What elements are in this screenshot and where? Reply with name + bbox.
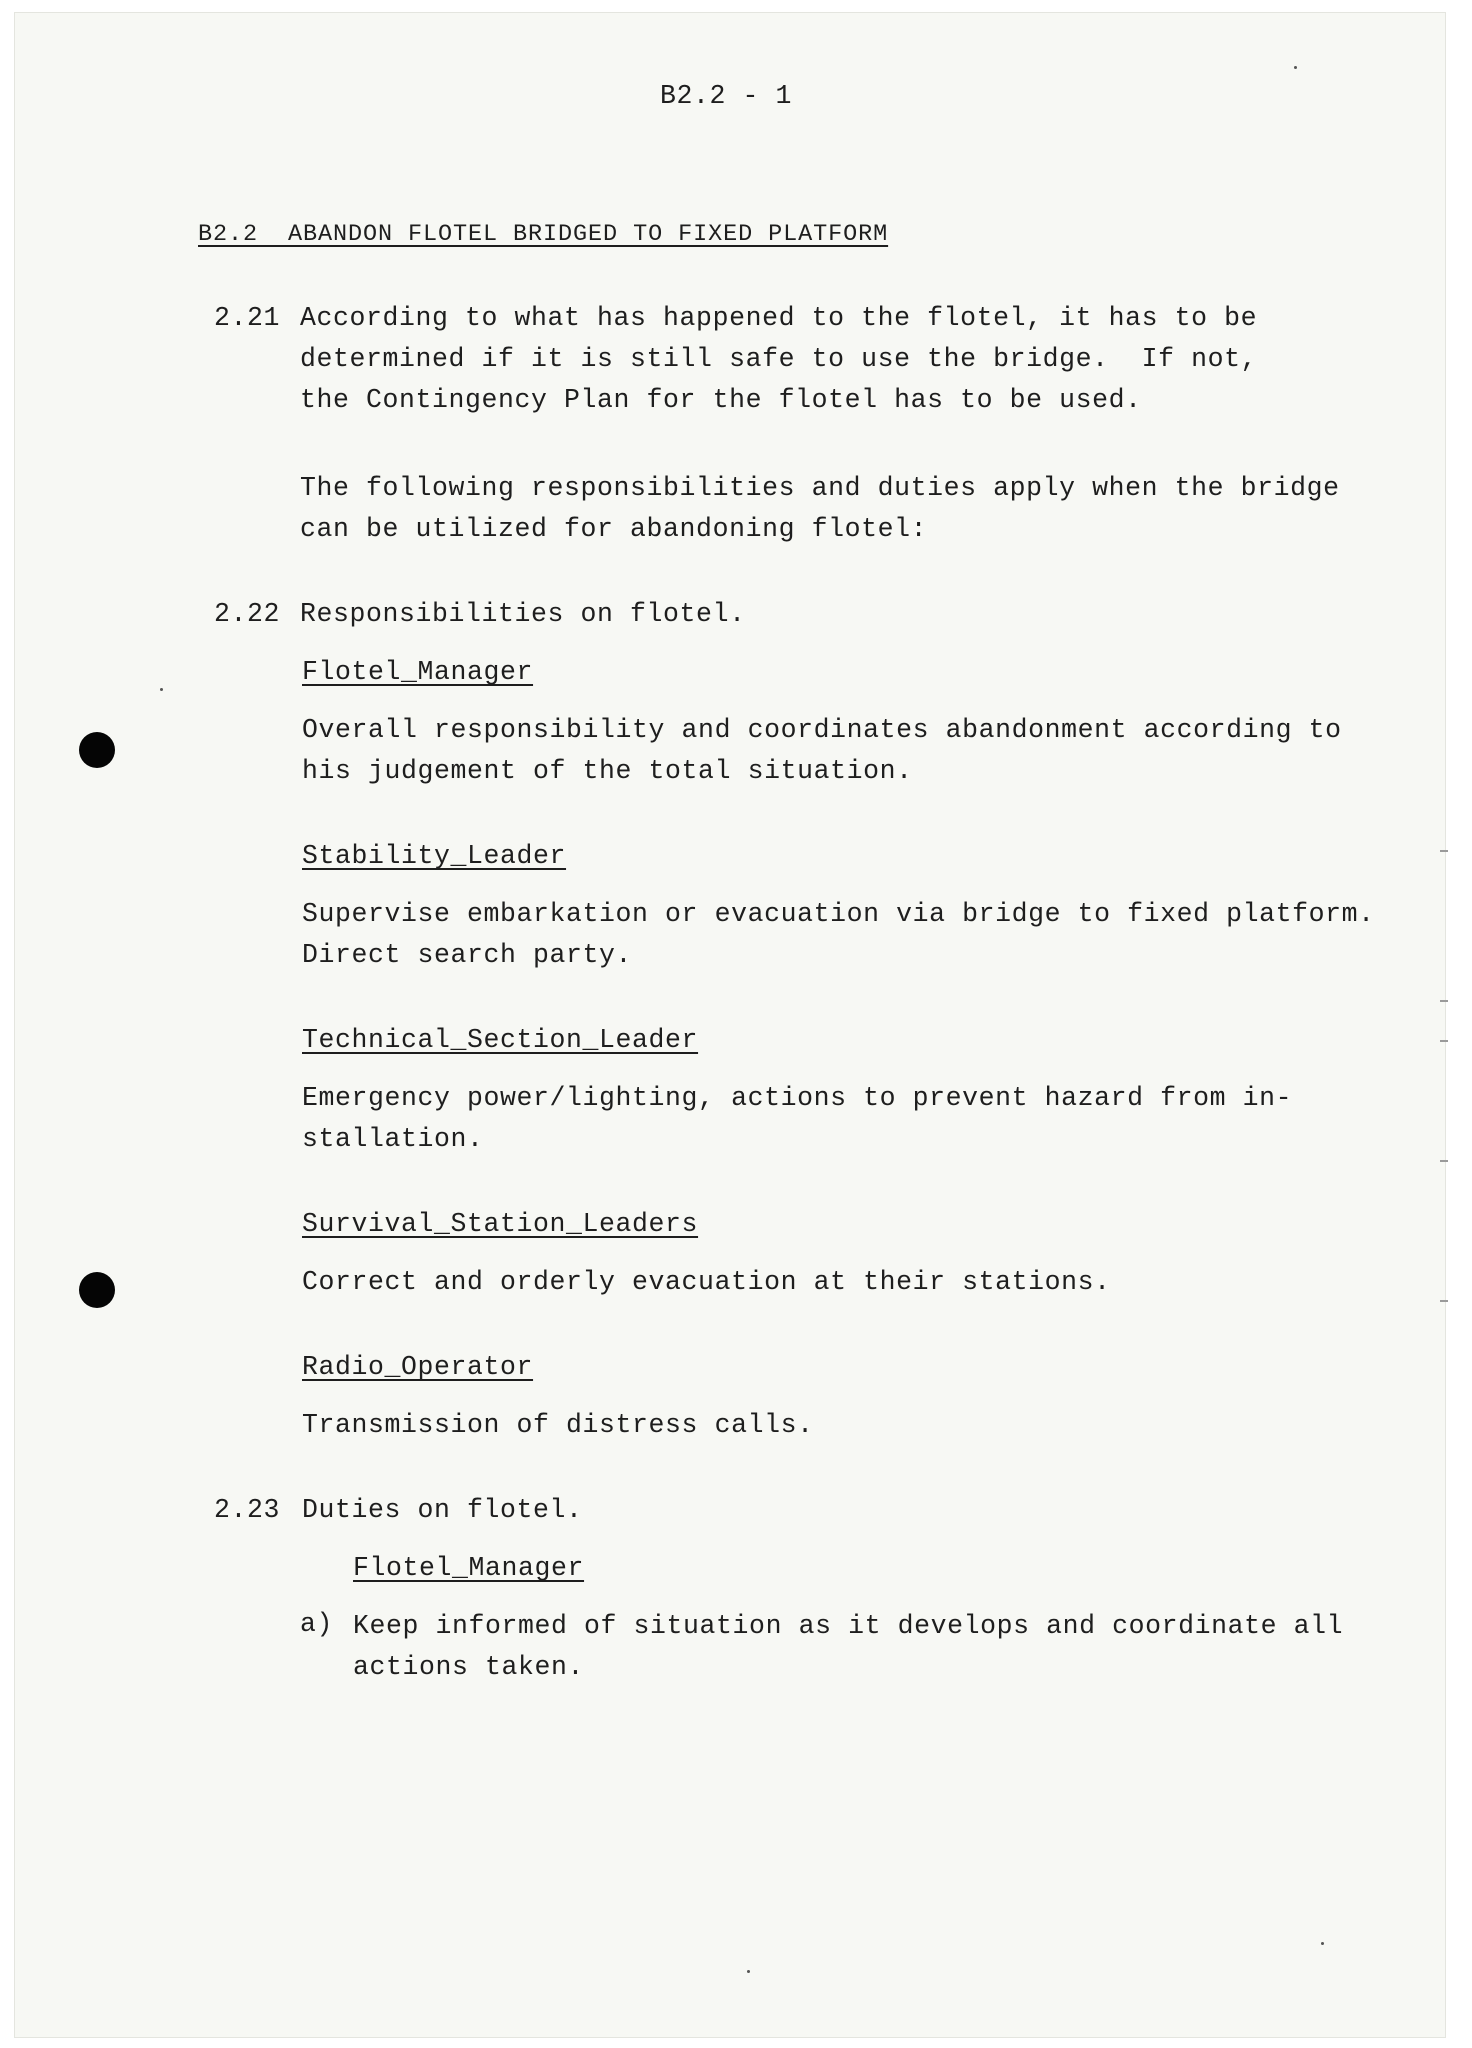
role-description-line: Correct and orderly evacuation at their stations. [302,1267,1111,1297]
section-title: Responsibilities on flotel. [300,599,746,629]
scan-speck [1321,1942,1324,1945]
document-page [14,12,1446,2038]
edge-mark [1440,1160,1448,1162]
role-description-line: his judgement of the total situation. [302,756,913,786]
section-heading: B2.2 ABANDON FLOTEL BRIDGED TO FIXED PLATFORM [198,221,889,248]
edge-mark [1440,850,1448,852]
section-number-2-21: 2.21 [214,303,281,333]
role-description-line: Direct search party. [302,940,633,970]
paragraph-line: determined if it is still safe to use the bridge. If not, [300,344,1258,374]
list-item-line: Keep informed of situation as it develops and coordinate all [353,1611,1344,1641]
role-description-line: Overall responsibility and coordinates abandonment according to [302,715,1342,745]
punch-hole [79,1272,115,1308]
role-description-line: stallation. [302,1124,484,1154]
section-number-2-22: 2.22 [214,599,281,629]
list-item-marker: a) [300,1609,334,1639]
paragraph-line: the Contingency Plan for the flotel has to be used. [300,385,1142,415]
edge-mark [1440,1040,1448,1042]
role-description-line: Transmission of distress calls. [302,1410,814,1440]
section-title: Duties on flotel. [302,1495,583,1525]
paragraph-line: The following responsibilities and duties apply when the bridge [300,473,1340,503]
role-description-line: Emergency power/lighting, actions to prevent hazard from in- [302,1083,1293,1113]
page-number: B2.2 - 1 [660,81,793,111]
role-title-flotel-manager-duties: Flotel_Manager [353,1553,585,1583]
scan-speck [160,688,163,691]
paragraph-line: According to what has happened to the flotel, it has to be [300,303,1258,333]
section-number-2-23: 2.23 [214,1495,281,1525]
list-item-line: actions taken. [353,1652,585,1682]
role-title-technical-section-leader: Technical_Section_Leader [302,1025,699,1055]
paragraph-line: can be utilized for abandoning flotel: [300,514,928,544]
punch-hole [79,732,115,768]
edge-mark [1440,1000,1448,1002]
role-title-flotel-manager: Flotel_Manager [302,657,534,687]
scan-speck [1294,66,1297,69]
edge-mark [1440,1300,1448,1302]
scan-speck [747,1970,750,1973]
role-title-stability-leader: Stability_Leader [302,841,567,871]
role-title-survival-station-leaders: Survival_Station_Leaders [302,1209,699,1239]
role-description-line: Supervise embarkation or evacuation via bridge to fixed platform. [302,899,1375,929]
role-title-radio-operator: Radio_Operator [302,1352,534,1382]
